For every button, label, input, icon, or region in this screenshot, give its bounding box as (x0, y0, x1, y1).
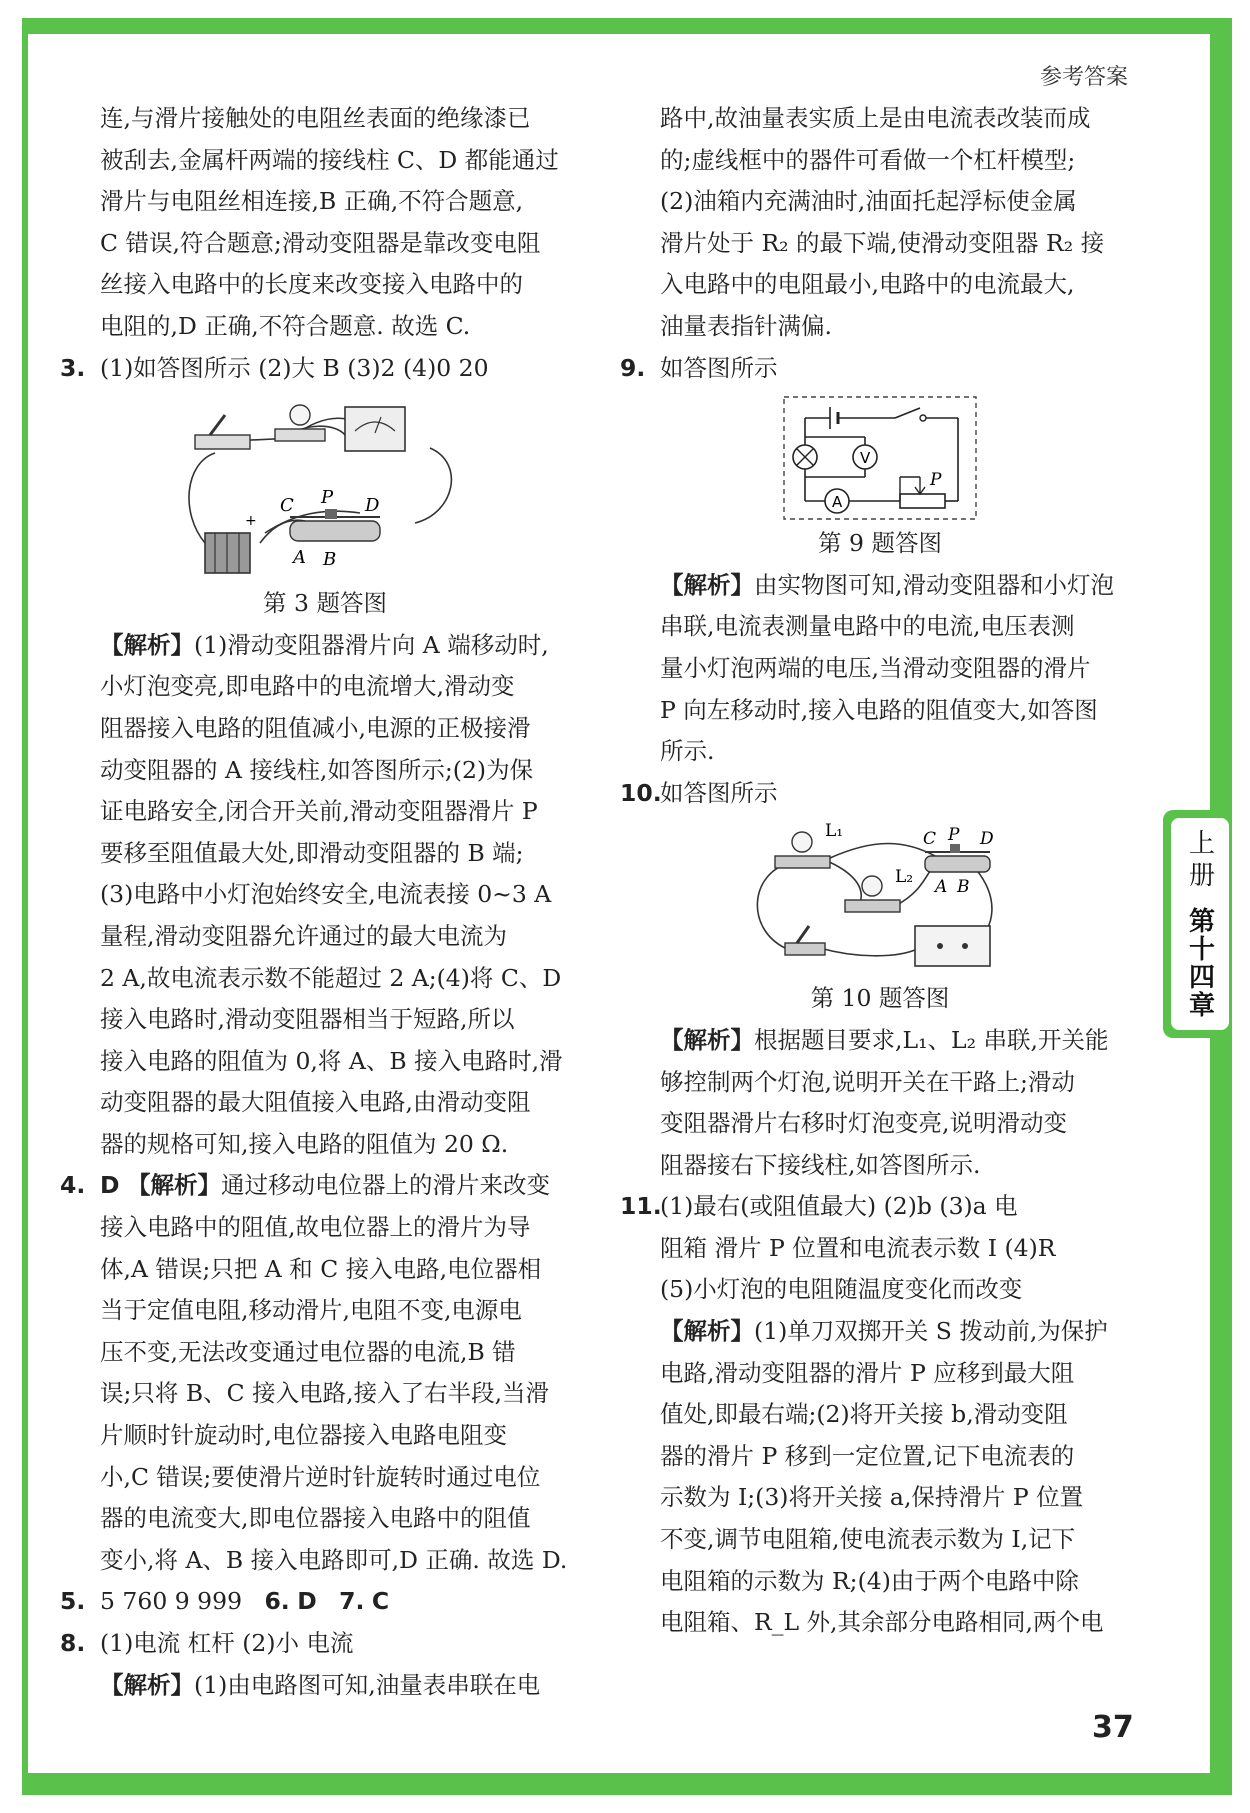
terminal-d-label: D (980, 829, 994, 850)
text-line: 当于定值电阻,移动滑片,电阻不变,电源电 (100, 1296, 522, 1325)
text-line: 电阻箱、R_L 外,其余部分电路相同,两个电 (660, 1608, 1104, 1637)
header-reference: 参考答案 (1040, 65, 1129, 90)
question-9-analysis (620, 565, 1140, 773)
answer-choice: C (371, 1587, 390, 1616)
page-border-top (22, 18, 1232, 34)
lamp-l1-label: L₁ (825, 821, 844, 842)
question-4-analysis (60, 1207, 590, 1581)
question-11-answer (620, 1186, 1140, 1228)
terminal-c-label: C (280, 495, 294, 517)
text-line: 所示. (660, 737, 715, 766)
slider-p-label: P (321, 487, 334, 509)
text-line: 串联,电流表测量电路中的电流,电压表测 (660, 612, 1075, 641)
questions-5-7-answers (60, 1581, 590, 1623)
text-line: 器的电流变大,即电位器接入电路中的阻值 (100, 1504, 531, 1533)
text-line: 滑片处于 R₂ 的最下端,使滑动变阻器 R₂ 接 (660, 228, 1105, 257)
right-column (620, 98, 1140, 1644)
analysis-text: 通过移动电位器上的滑片来改变 (221, 1171, 550, 1200)
text-line: 变阻器滑片右移时灯泡变亮,说明滑动变 (660, 1109, 1067, 1138)
terminal-a-label: A (935, 877, 948, 898)
answer-text: 5 760 9 999 (100, 1587, 243, 1616)
analysis-line (100, 625, 590, 667)
continued-text (60, 98, 590, 348)
lamp-l2-label: L₂ (895, 867, 914, 888)
text-line: 动变阻器的 A 接线柱,如答图所示;(2)为保 (100, 755, 534, 784)
text-line: 片顺时针旋动时,电位器接入电路电阻变 (100, 1421, 507, 1450)
analysis-tag: 【解析】 (660, 1317, 754, 1346)
question-10-answer (620, 773, 1140, 815)
analysis-line (660, 1311, 1140, 1353)
question-4-answer (60, 1165, 590, 1207)
page-border-bottom (22, 1773, 1232, 1795)
question-number: 9. (620, 353, 646, 382)
figure-caption: 第 3 题答图 (263, 589, 387, 618)
answer-text: 如答图所示 (660, 778, 778, 807)
terminal-c-label: C (923, 829, 937, 850)
text-line: 量程,滑动变阻器允许通过的最大电流为 (100, 921, 507, 950)
text-line: 动变阻器的最大阻值接入电路,由滑动变阻 (100, 1088, 531, 1117)
terminal-b-label: B (323, 549, 337, 571)
volume-label: 上册 (1184, 829, 1215, 893)
text-line: 阻箱 滑片 P 位置和电流表示数 I (4)R (660, 1233, 1056, 1262)
question-number: 11. (620, 1192, 662, 1221)
analysis-tag: 【解析】 (660, 1025, 754, 1054)
figure-caption: 第 9 题答图 (818, 529, 942, 558)
text-line: (2)油箱内充满油时,油面托起浮标使金属 (660, 187, 1077, 216)
text-line: 电阻的,D 正确,不符合题意. 故选 C. (100, 311, 471, 340)
text-line: 入电路中的电阻最小,电路中的电流最大, (660, 270, 1075, 299)
question-10-analysis (620, 1020, 1140, 1186)
page-number: 37 (1092, 1710, 1134, 1745)
text-line: 小灯泡变亮,即电路中的电流增大,滑动变 (100, 672, 515, 701)
terminal-b-label: B (957, 877, 970, 898)
text-line: 器的规格可知,接入电路的阻值为 20 Ω. (100, 1129, 509, 1158)
text-line: 够控制两个灯泡,说明开关在干路上;滑动 (660, 1067, 1075, 1096)
analysis-text: (1)滑动变阻器滑片向 A 端移动时, (194, 630, 549, 659)
text-line: 不变,调节电阻箱,使电流表示数为 I,记下 (660, 1525, 1076, 1554)
text-line: (3)电路中小灯泡始终安全,电流表接 0~3 A (100, 880, 552, 909)
text-line: P 向左移动时,接入电路的阻值变大,如答图 (660, 695, 1098, 724)
answer-choice: D (297, 1587, 317, 1616)
text-line: 小,C 错误;要使滑片逆时针旋转时通过电位 (100, 1462, 541, 1491)
terminal-d-label: D (365, 495, 380, 517)
question-number: 6. (264, 1587, 290, 1616)
text-line: C 错误,符合题意;滑动变阻器是靠改变电阻 (100, 228, 541, 257)
question-3-answer (60, 348, 590, 390)
text-line: 油量表指针满偏. (660, 311, 832, 340)
question-8-analysis (60, 1665, 590, 1707)
ammeter-label: A (832, 493, 843, 512)
text-line: 阻器接右下接线柱,如答图所示. (660, 1150, 981, 1179)
answer-text: (1)最右(或阻值最大) (2)b (3)a 电 (660, 1192, 1018, 1221)
voltmeter-label: V (860, 449, 871, 468)
text-line: 量小灯泡两端的电压,当滑动变阻器的滑片 (660, 653, 1091, 682)
text-line: 被刮去,金属杆两端的接线柱 C、D 都能通过 (100, 145, 559, 174)
analysis-text: 根据题目要求,L₁、L₂ 串联,开关能 (754, 1025, 1109, 1054)
terminal-a-label: A (293, 547, 306, 569)
text-line: 接入电路的阻值为 0,将 A、B 接入电路时,滑 (100, 1046, 563, 1075)
question-number: 8. (60, 1629, 86, 1657)
question-11-answer-cont (620, 1228, 1140, 1644)
analysis-line (660, 565, 1140, 607)
analysis-text: (1)由电路图可知,油量表串联在电 (194, 1670, 541, 1699)
analysis-text: (1)单刀双掷开关 S 拨动前,为保护 (754, 1317, 1108, 1346)
text-line: 的;虚线框中的器件可看做一个杠杆模型; (660, 145, 1076, 174)
text-line: 器的滑片 P 移到一定位置,记下电流表的 (660, 1441, 1075, 1470)
text-line: 电阻箱的示数为 R;(4)由于两个电路中除 (660, 1566, 1079, 1595)
question-number: 10. (620, 778, 662, 807)
question-3-analysis (60, 625, 590, 1166)
slider-p-label: P (930, 470, 942, 491)
text-line: 2 A,故电流表示数不能超过 2 A;(4)将 C、D (100, 963, 562, 992)
question-3-circuit-figure (175, 393, 475, 583)
chapter-side-tab-inner (1171, 818, 1229, 1030)
answer-text: (1)电流 杠杆 (2)小 电流 (100, 1629, 354, 1657)
question-10-circuit-figure (745, 818, 1015, 978)
continued-text (620, 98, 1140, 348)
text-line: 接入电路中的阻值,故电位器上的滑片为导 (100, 1213, 531, 1242)
text-line: 连,与滑片接触处的电阻丝表面的绝缘漆已 (100, 104, 531, 132)
text-line: 误;只将 B、C 接入电路,接入了右半段,当滑 (100, 1379, 550, 1408)
question-8-answer (60, 1623, 590, 1665)
chapter-label: 第十四章 (1184, 907, 1215, 1019)
text-line: 电路,滑动变阻器的滑片 P 应移到最大阻 (660, 1358, 1075, 1387)
question-number: 3. (60, 353, 86, 382)
text-line: 示数为 I;(3)将开关接 a,保持滑片 P 位置 (660, 1483, 1084, 1512)
text-line: 要移至阻值最大处,即滑动变阻器的 B 端; (100, 838, 524, 867)
text-line: 接入电路时,滑动变阻器相当于短路,所以 (100, 1005, 515, 1034)
analysis-text: 由实物图可知,滑动变阻器和小灯泡 (754, 570, 1114, 599)
answer-text: (1)如答图所示 (2)大 B (3)2 (4)0 20 (100, 353, 489, 382)
analysis-tag: 【解析】 (100, 630, 194, 659)
analysis-tag: 【解析】 (100, 1670, 194, 1699)
plus-terminal-label: + (245, 513, 257, 530)
question-9-circuit-diagram (780, 393, 980, 523)
answer-text: 如答图所示 (660, 353, 778, 382)
analysis-line (660, 1020, 1140, 1062)
figure-caption: 第 10 题答图 (810, 984, 950, 1013)
text-line: 滑片与电阻丝相连接,B 正确,不符合题意, (100, 187, 524, 216)
text-line: (5)小灯泡的电阻随温度变化而改变 (660, 1275, 1023, 1304)
left-column (60, 98, 590, 1706)
analysis-tag: 【解析】 (127, 1171, 221, 1200)
page-border-left (22, 18, 28, 1795)
text-line: 压不变,无法改变通过电位器的电流,B 错 (100, 1337, 516, 1366)
text-line: 路中,故油量表实质上是由电流表改装而成 (660, 104, 1091, 132)
text-line: 丝接入电路中的长度来改变接入电路中的 (100, 270, 523, 299)
text-line: 证电路安全,闭合开关前,滑动变阻器滑片 P (100, 797, 538, 826)
slider-p-label: P (948, 825, 960, 846)
text-line: 阻器接入电路的阻值减小,电源的正极接滑 (100, 713, 531, 742)
text-line: 变小,将 A、B 接入电路即可,D 正确. 故选 D. (100, 1545, 568, 1574)
text-line: 体,A 错误;只把 A 和 C 接入电路,电位器相 (100, 1254, 542, 1283)
analysis-tag: 【解析】 (660, 570, 754, 599)
text-line: 值处,即最右端;(2)将开关接 b,滑动变阻 (660, 1400, 1068, 1429)
question-9-answer (620, 348, 1140, 390)
question-number: 7. (339, 1587, 365, 1616)
chapter-side-tab (1163, 810, 1232, 1038)
answer-choice: D (100, 1171, 120, 1200)
question-number: 5. (60, 1587, 86, 1616)
question-number: 4. (60, 1171, 86, 1200)
